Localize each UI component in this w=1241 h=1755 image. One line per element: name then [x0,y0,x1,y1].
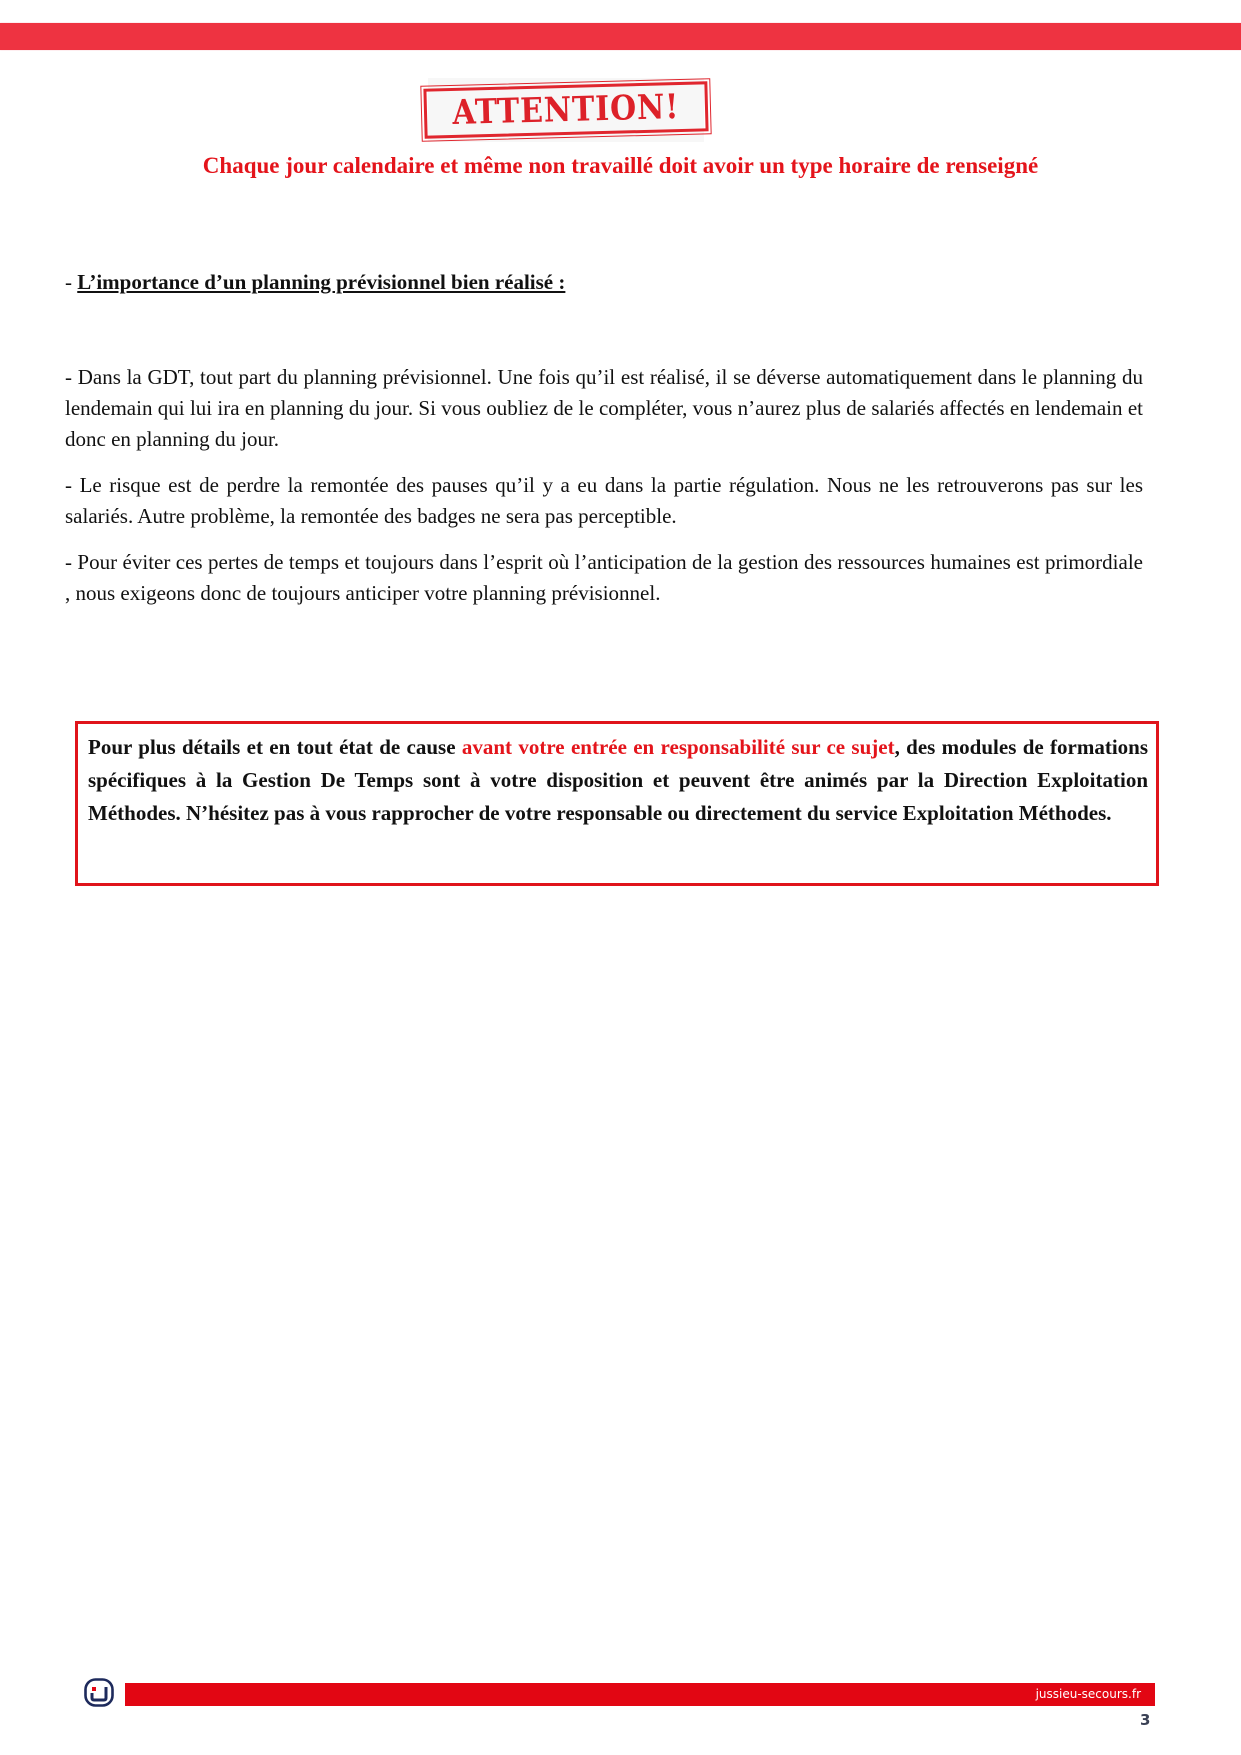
info-text-intro: Pour plus détails et en tout état de cause [88,735,462,759]
paragraph-anticipation: - Pour éviter ces pertes de temps et toujours dans l’esprit où l’anticipation de la gestion des ressources humaines est primordiale , nous exigeons donc de toujours anticiper votre planning prévisionnel. [65,550,1143,605]
header-band [0,23,1241,50]
paragraph-gdt: - Dans la GDT, tout part du planning prévisionnel. Une fois qu’il est réalisé, il se déverse automatiquement dans le planning du lendemain qui lui ira en planning du jour. Si vous oubliez de le compléter, vous n’aurez plus de salariés affectés en lendemain et donc en planning du jour. [65,365,1143,451]
footer-website: jussieu-secours.fr [1035,1687,1141,1701]
footer-band [125,1683,1155,1706]
info-text-highlight: avant votre entrée en responsabilité sur ce sujet [461,735,895,759]
heading-dash: - [65,270,78,294]
section-heading [65,270,565,295]
paragraph-risk: - Le risque est de perdre la remontée des pauses qu’il y a eu dans la partie régulation. Nous ne les retrouverons pas sur les salariés. Autre problème, la remontée des badges ne sera pas perceptible. [65,473,1143,528]
heading-text: L’importance d’un planning prévisionnel bien réalisé : [77,270,566,294]
warning-message: Chaque jour calendaire et même non travaillé doit avoir un type horaire de renseigné [202,153,1039,178]
attention-stamp-image [428,78,704,142]
page-number: 3 [1140,1711,1151,1729]
attention-stamp-frame [424,81,709,138]
jussieu-secours-logo-icon [84,1678,114,1707]
attention-stamp-text: ATTENTION! [452,87,680,133]
info-text-body: , des modules de formations spécifiques à la Gestion De Temps sont à votre disposition et peuvent être animés par la Direction Exploitation Méthodes. N’hésitez pas à vous rapprocher de votre responsable ou directement du service Exploitation Méthodes. [88,735,1149,825]
training-info-box [75,721,1159,886]
training-info-text [88,731,1148,830]
